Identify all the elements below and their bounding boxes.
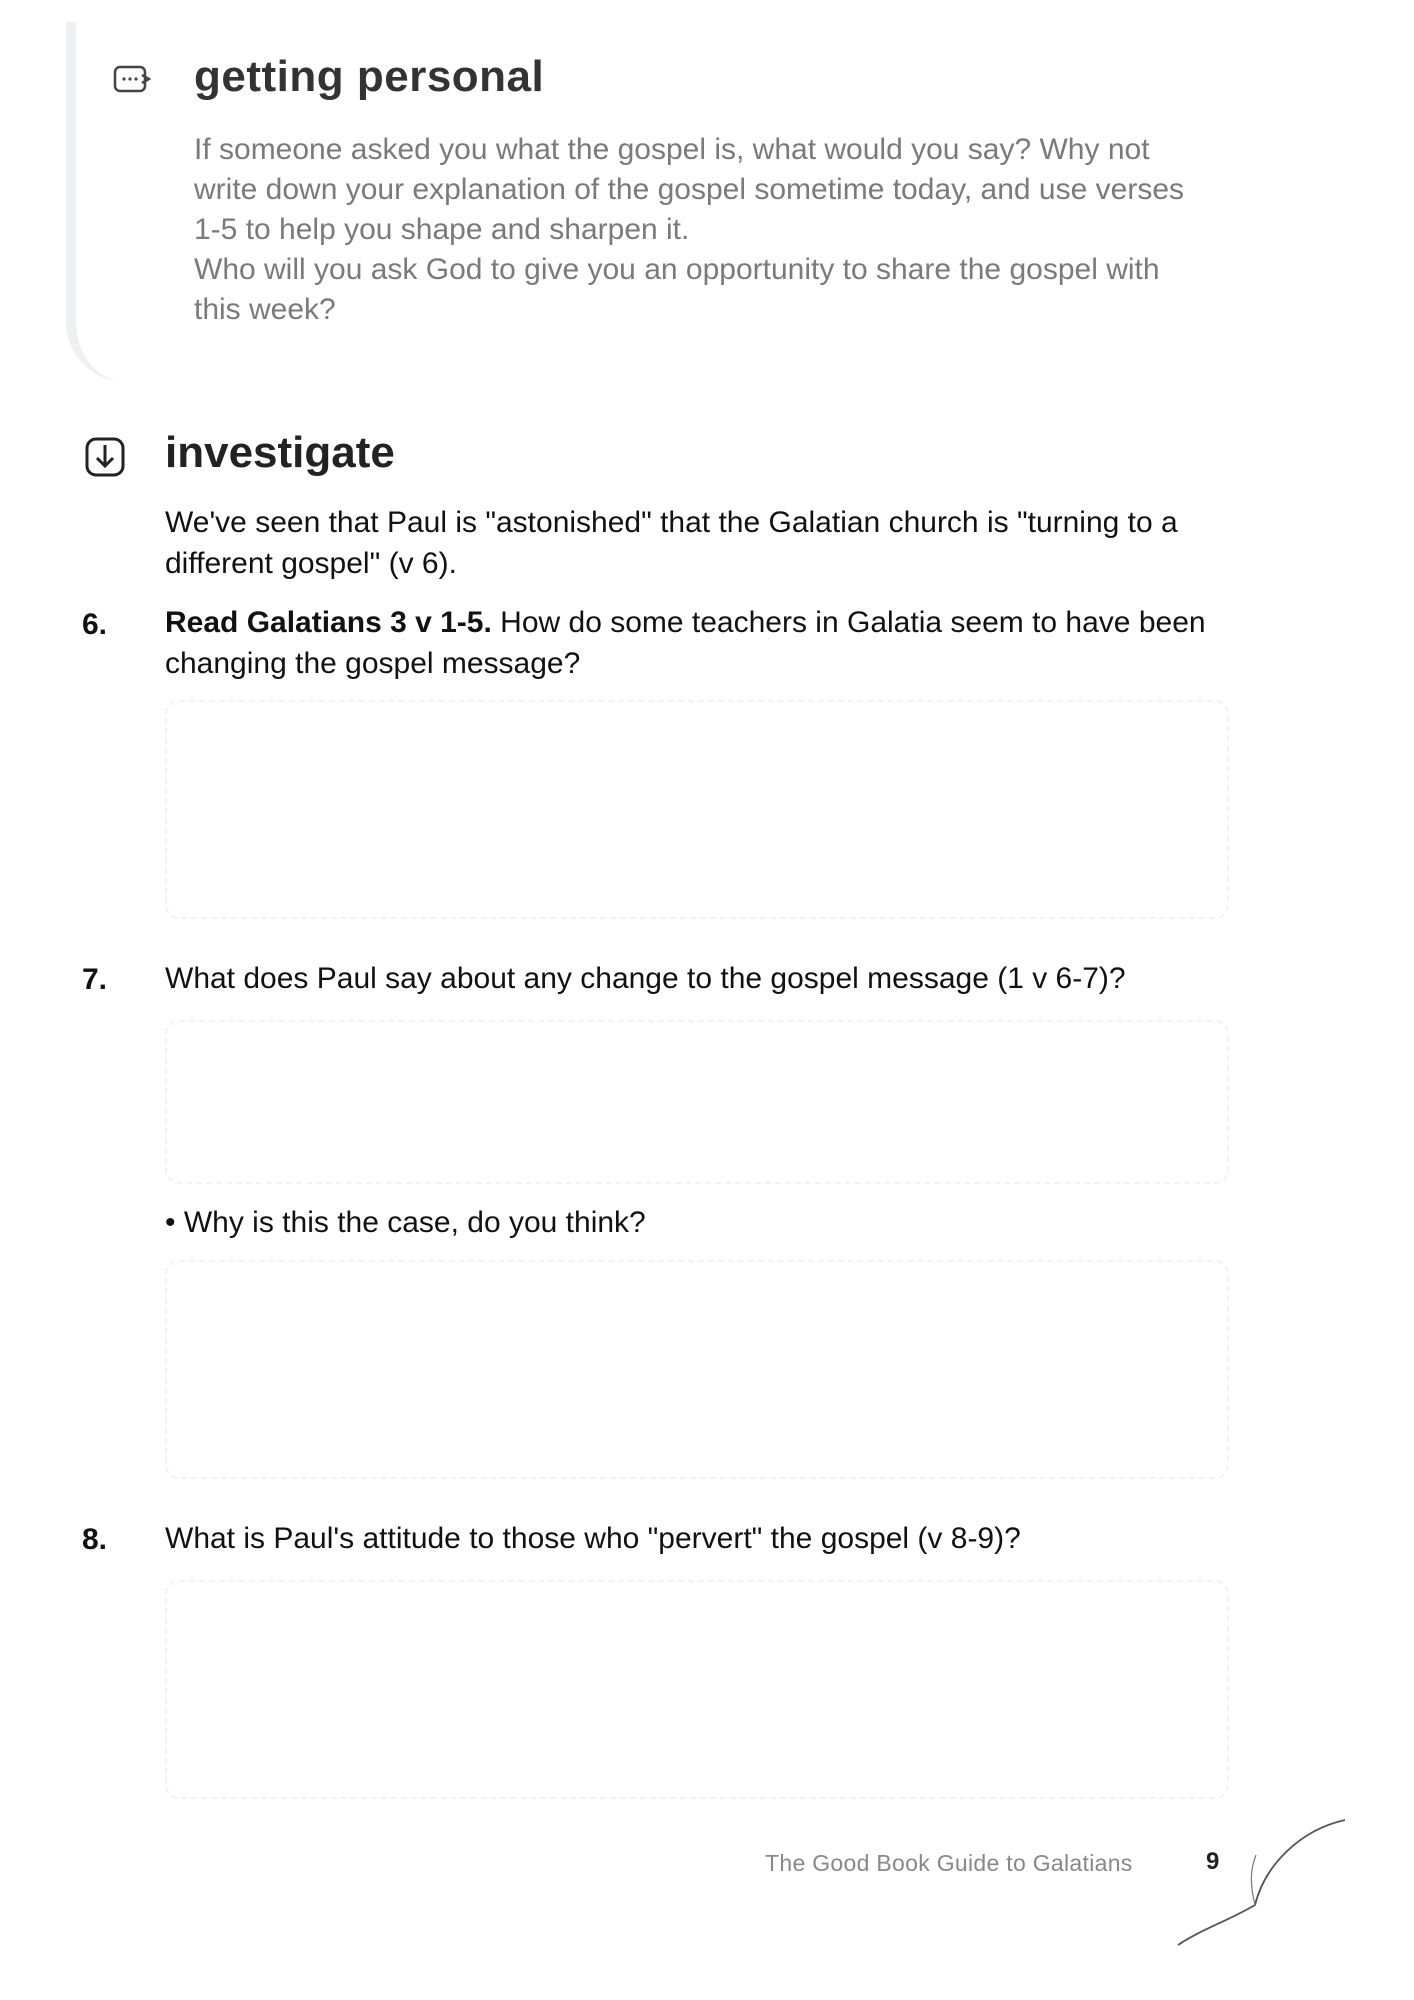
question-number: 7. — [82, 963, 108, 996]
answer-area[interactable] — [165, 1260, 1229, 1479]
speech-bubble-icon — [113, 65, 151, 97]
question-text: What does Paul say about any change to the gospel message (1 v 6-7)? — [165, 962, 1126, 995]
getting-personal-paragraph: If someone asked you what the gospel is, what would you say? Why not write down your explanation of the gospel sometime today, and use verses 1-5 to help you shape and sharpen it. — [194, 133, 1184, 246]
question-text — [165, 602, 1225, 684]
question-number: 8. — [82, 1523, 108, 1556]
answer-area[interactable] — [165, 1580, 1229, 1799]
investigate-title: investigate — [165, 428, 395, 477]
question-bold-lead: Read Galatians 3 v 1-5. — [165, 606, 492, 639]
question-bullet: • Why is this the case, do you think? — [165, 1206, 646, 1239]
question-body: How do some teachers in Galatia seem to have been changing the gospel message? — [165, 606, 1206, 680]
swoosh-decoration — [1170, 1810, 1350, 1950]
page-number: 9 — [1206, 1848, 1220, 1875]
answer-area[interactable] — [165, 700, 1229, 919]
footer-book-title: The Good Book Guide to Galatians — [765, 1850, 1133, 1876]
answer-area[interactable] — [165, 1020, 1229, 1184]
question-text: What is Paul's attitude to those who "pervert" the gospel (v 8-9)? — [165, 1522, 1021, 1555]
question-number: 6. — [82, 608, 108, 641]
investigate-intro: We've seen that Paul is "astonished" that the Galatian church is "turning to a different gospel" (v 6). — [165, 506, 1178, 580]
download-arrow-icon — [85, 437, 125, 477]
getting-personal-paragraph: Who will you ask God to give you an opportunity to share the gospel with this week? — [194, 253, 1160, 326]
getting-personal-title: getting personal — [194, 52, 545, 101]
getting-personal-body — [194, 130, 1194, 330]
